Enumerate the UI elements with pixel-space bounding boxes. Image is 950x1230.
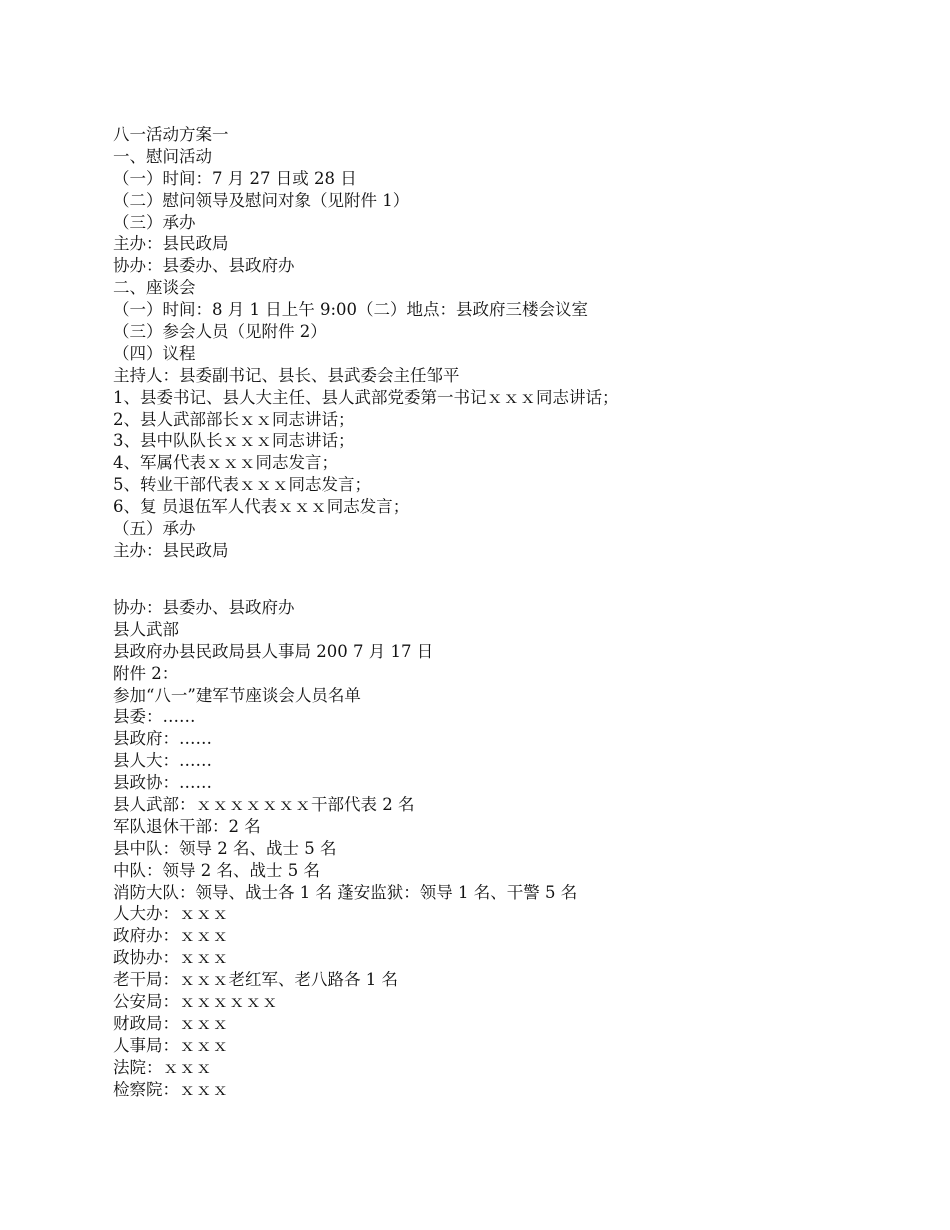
text-line: 县人武部	[113, 619, 179, 639]
text-line: （三）参会人员（见附件 2）	[113, 322, 327, 342]
attendee-line: 财政局：ｘｘｘ	[113, 1013, 229, 1033]
attendee-line: 县人武部：ｘｘｘｘｘｘｘ干部代表 2 名	[113, 795, 415, 815]
doc-title: 八一活动方案一	[113, 125, 229, 144]
attendee-line: 中队：领导 2 名、战士 5 名	[113, 860, 320, 880]
text-line: 主办：县民政局	[113, 540, 229, 560]
attendee-line: 县政协：……	[113, 773, 212, 793]
attendee-line: 县中队：领导 2 名、战士 5 名	[113, 838, 337, 858]
attendee-line: 法院：ｘｘｘ	[113, 1057, 212, 1077]
signature-line: 县政府办县民政局县人事局 200 7 月 17 日	[113, 641, 434, 661]
text-line: （三）承办	[113, 212, 196, 232]
attendee-line: 人事局：ｘｘｘ	[113, 1035, 229, 1055]
agenda-item: 3、县中队队长ｘｘｘ同志讲话；	[113, 431, 355, 451]
attendee-line: 军队退休干部：2 名	[113, 816, 261, 836]
attendee-line: 政协办：ｘｘｘ	[113, 948, 229, 968]
attachment-label: 附件 2：	[113, 663, 179, 683]
attendee-line: 消防大队：领导、战士各 1 名 蓬安监狱：领导 1 名、干警 5 名	[113, 882, 578, 902]
attendee-line: 县委：……	[113, 707, 196, 727]
attendee-line: 县政府：……	[113, 729, 212, 749]
attendee-line: 老干局：ｘｘｘ老红军、老八路各 1 名	[113, 970, 398, 990]
text-line: （二）慰问领导及慰问对象（见附件 1）	[113, 190, 410, 210]
text-line: （五）承办	[113, 519, 196, 539]
text-block-upper	[113, 124, 913, 562]
text-line: （一）时间：8 月 1 日上午 9:00（二）地点：县政府三楼会议室	[113, 300, 589, 320]
section-heading: 一、慰问活动	[113, 146, 212, 166]
text-line: 主办：县民政局	[113, 234, 229, 254]
attendee-line: 公安局：ｘｘｘｘｘｘ	[113, 992, 278, 1012]
attendee-line: 县人大：……	[113, 751, 212, 771]
agenda-item: 2、县人武部部长ｘｘ同志讲话；	[113, 409, 355, 429]
text-line: 主持人：县委副书记、县长、县武委会主任邹平	[113, 365, 460, 385]
attendee-line: 检察院：ｘｘｘ	[113, 1079, 229, 1099]
attendee-line: 政府办：ｘｘｘ	[113, 926, 229, 946]
text-line: 协办：县委办、县政府办	[113, 256, 295, 276]
agenda-item: 4、军属代表ｘｘｘ同志发言；	[113, 453, 338, 473]
agenda-item: 6、复 员退伍军人代表ｘｘｘ同志发言；	[113, 497, 410, 517]
attendee-line: 人大办：ｘｘｘ	[113, 904, 229, 924]
agenda-item: 5、转业干部代表ｘｘｘ同志发言；	[113, 475, 371, 495]
section-heading: 二、座谈会	[113, 278, 196, 298]
text-line: （一）时间：7 月 27 日或 28 日	[113, 168, 357, 188]
text-line: （四）议程	[113, 343, 196, 363]
attachment-title: 参加“八一”建军节座谈会人员名单	[113, 685, 361, 705]
text-line: 协办：县委办、县政府办	[113, 598, 295, 617]
agenda-item: 1、县委书记、县人大主任、县人武部党委第一书记ｘｘｘ同志讲话；	[113, 387, 619, 407]
text-block-lower	[113, 597, 913, 1100]
